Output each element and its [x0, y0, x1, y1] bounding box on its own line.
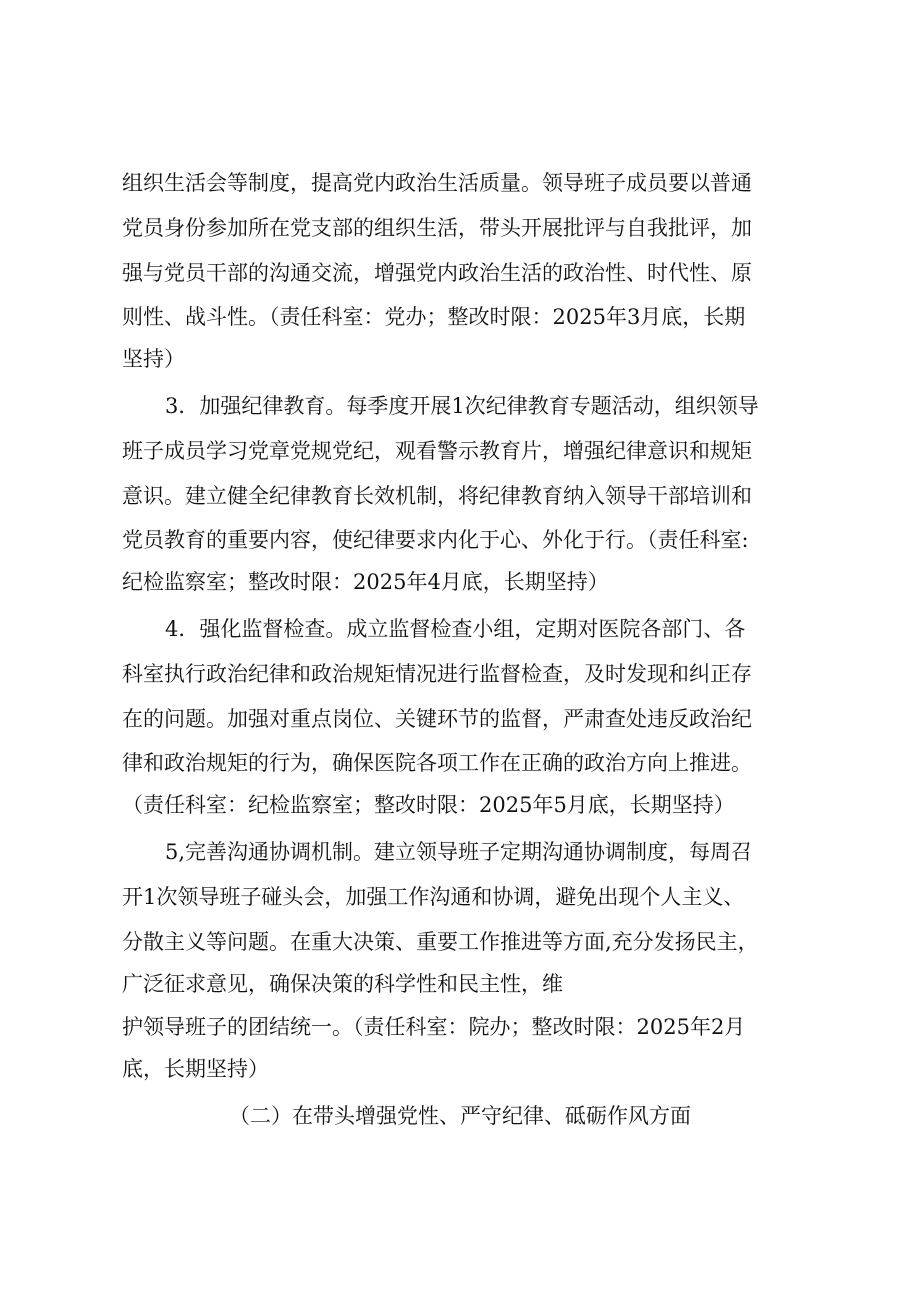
body-line [0, 165, 920, 201]
body-line [0, 1009, 920, 1045]
body-line [0, 787, 920, 823]
body-line [0, 299, 920, 335]
section-heading: （二）在带头增强党性、严守纪律、砥砺作风方面 [229, 1104, 691, 1128]
body-line-text: 4．强化监督检查。成立监督检查小组，定期对医院各部门、各 [165, 617, 746, 641]
body-line-text: 律和政治规矩的行为，确保医院各项工作在正确的政治方向上推进。 [122, 751, 752, 775]
body-line [0, 611, 920, 647]
body-line [0, 1051, 920, 1087]
body-line-text: 强与党员干部的沟通交流，增强党内政治生活的政治性、时代性、原 [122, 261, 752, 285]
body-line-text: 坚持） [122, 347, 185, 371]
body-line-text: 在的问题。加强对重点岗位、关键环节的监督，严肃查处违反政治纪 [122, 707, 752, 731]
body-line [0, 745, 920, 781]
body-line [0, 433, 920, 469]
body-line-text: 分散主义等问题。在重大决策、重要工作推进等方面,充分发扬民主， [122, 930, 759, 954]
body-line [0, 966, 920, 1002]
body-line-text: 党员教育的重要内容，使纪律要求内化于心、外化于行。（责任科室: [122, 528, 749, 552]
body-line [0, 388, 920, 424]
body-line [0, 564, 920, 600]
body-line-text: 科室执行政治纪律和政治规矩情况进行监督检查，及时发现和纠正存 [122, 662, 752, 686]
body-line [0, 924, 920, 960]
body-line [0, 522, 920, 558]
body-line-text: 班子成员学习党章党规党纪，观看警示教育片，增强纪律意识和规矩 [122, 439, 752, 463]
body-line [0, 879, 920, 915]
body-line [0, 656, 920, 692]
body-line-text: 意识。建立健全纪律教育长效机制，将纪律教育纳入领导干部培训和 [122, 484, 752, 508]
body-line [0, 255, 920, 291]
body-line-text: 则性、战斗性。（责任科室：党办；整改时限：2025年3月底，长期 [122, 305, 746, 329]
body-line-text: 护领导班子的团结统一。（责任科室：院办；整改时限：2025年2月 [122, 1015, 746, 1039]
body-line-text: 党员身份参加所在党支部的组织生活，带头开展批评与自我批评，加 [122, 216, 752, 240]
body-line-text: 3．加强纪律教育。每季度开展1次纪律教育专题活动，组织领导 [165, 394, 759, 418]
body-line-text: 纪检监察室；整改时限：2025年4月底，长期坚持） [122, 570, 609, 594]
body-line-text: 5,完善沟通协调机制。建立领导班子定期沟通协调制度，每周召 [165, 840, 753, 864]
body-line [0, 478, 920, 514]
body-line [0, 834, 920, 870]
body-line-text: （责任科室：纪检监察室；整改时限：2025年5月底，长期坚持） [122, 793, 735, 817]
body-line-text: 广泛征求意见，确保决策的科学性和民主性，维 [122, 972, 563, 996]
body-line [0, 210, 920, 246]
body-line-text: 底，长期坚持） [122, 1057, 269, 1081]
body-line [0, 701, 920, 737]
body-line-text: 组织生活会等制度，提高党内政治生活质量。领导班子成员要以普通 [122, 171, 752, 195]
body-line [0, 341, 920, 377]
body-line-text: 开1次领导班子碰头会，加强工作沟通和协调，避免出现个人主义、 [122, 885, 745, 909]
